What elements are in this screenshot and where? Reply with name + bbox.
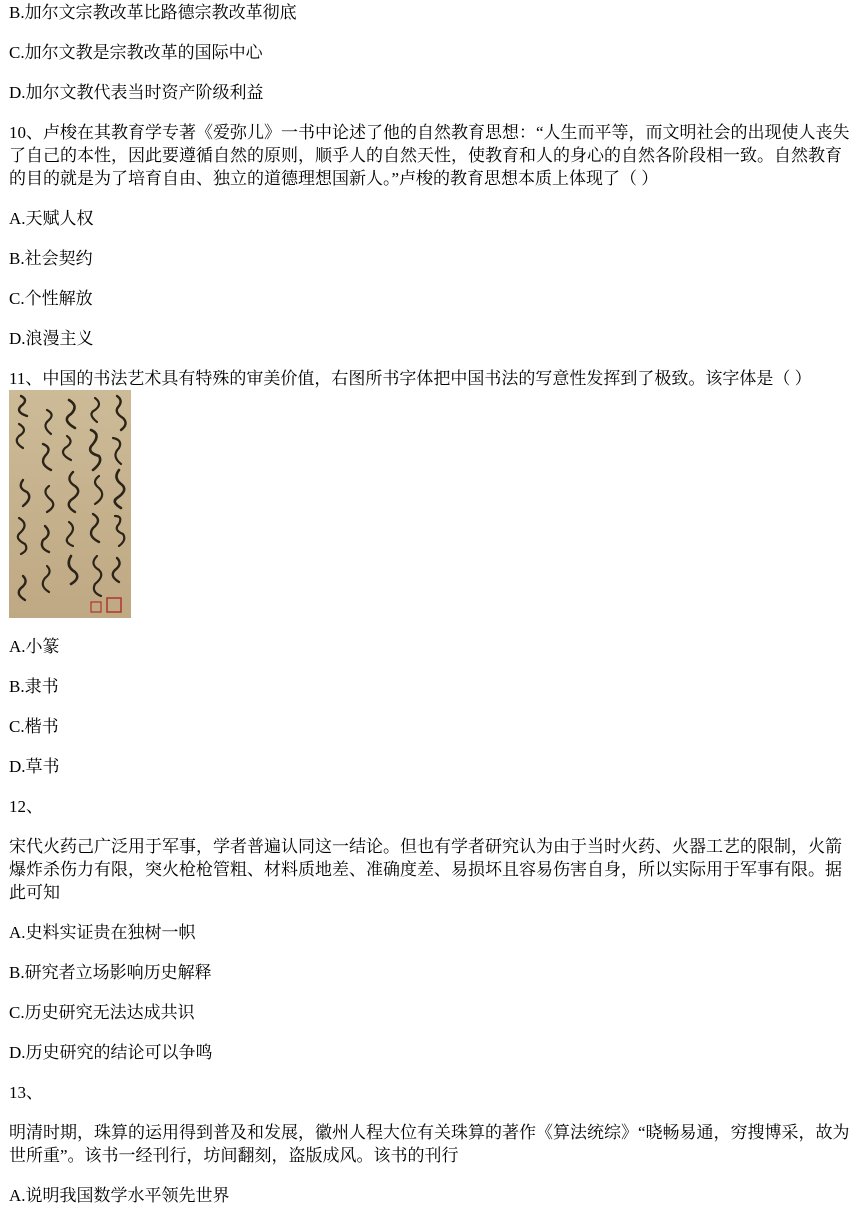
q11-option-a: A.小篆 [9, 637, 60, 656]
seal-stamp [107, 598, 121, 612]
q12-number: 12、 [9, 797, 43, 816]
q13-stem: 明清时期，珠算的运用得到普及和发展，徽州人程大位有关珠算的著作《算法统综》“晓畅易通，穷搜博采，故为世所重”。该书一经刊行，坊间翻刻，盗版成风。该书的刊行 [9, 1123, 850, 1165]
calligraphy-image [9, 390, 131, 618]
calligraphy-strokes [9, 390, 131, 618]
q9-option-d: D.加尔文教代表当时资产阶级利益 [9, 83, 264, 102]
q9-option-b: B.加尔文宗教改革比路德宗教改革彻底 [9, 3, 297, 22]
q10-stem: 10、卢梭在其教育学专著《爱弥儿》一书中论述了他的自然教育思想：“人生而平等，而文明社会的出现使人丧失了自己的本性，因此要遵循自然的原则，顺乎人的自然天性，使教育和人的身心的自然各阶段相一致。自然教育的目的就是为了培育自由、独立的道德理想国新人。”卢梭的教育思想本质上体现了（ ） [9, 123, 850, 188]
q13-number: 13、 [9, 1083, 43, 1102]
q12-option-b: B.研究者立场影响历史解释 [9, 963, 212, 982]
q12-option-c: C.历史研究无法达成共识 [9, 1003, 195, 1022]
q11-option-b: B.隶书 [9, 677, 59, 696]
q10-option-d: D.浪漫主义 [9, 329, 94, 348]
q12-option-d: D.历史研究的结论可以争鸣 [9, 1043, 213, 1062]
q11-option-c: C.楷书 [9, 717, 59, 736]
document-body [9, 0, 852, 1207]
q12-stem: 宋代火药己广泛用于军事，学者普遍认同这一结论。但也有学者研究认为由于当时火药、火器工艺的限制，火箭爆炸杀伤力有限，突火枪枪管粗、材料质地差、准确度差、易损坏且容易伤害自身，所以实际用于军事有限。据此可知 [9, 837, 842, 902]
q10-option-b: B.社会契约 [9, 249, 93, 268]
q12-option-a: A.史料实证贵在独树一帜 [9, 923, 196, 942]
q13-option-a: A.说明我国数学水平领先世界 [9, 1186, 230, 1205]
q11-stem: 11、中国的书法艺术具有特殊的审美价值，右图所书字体把中国书法的写意性发挥到了极致。该字体是（ ） [9, 369, 812, 388]
q9-option-c: C.加尔文教是宗教改革的国际中心 [9, 43, 263, 62]
q10-option-a: A.天赋人权 [9, 209, 94, 228]
q10-option-c: C.个性解放 [9, 289, 93, 308]
q11-option-d: D.草书 [9, 757, 60, 776]
